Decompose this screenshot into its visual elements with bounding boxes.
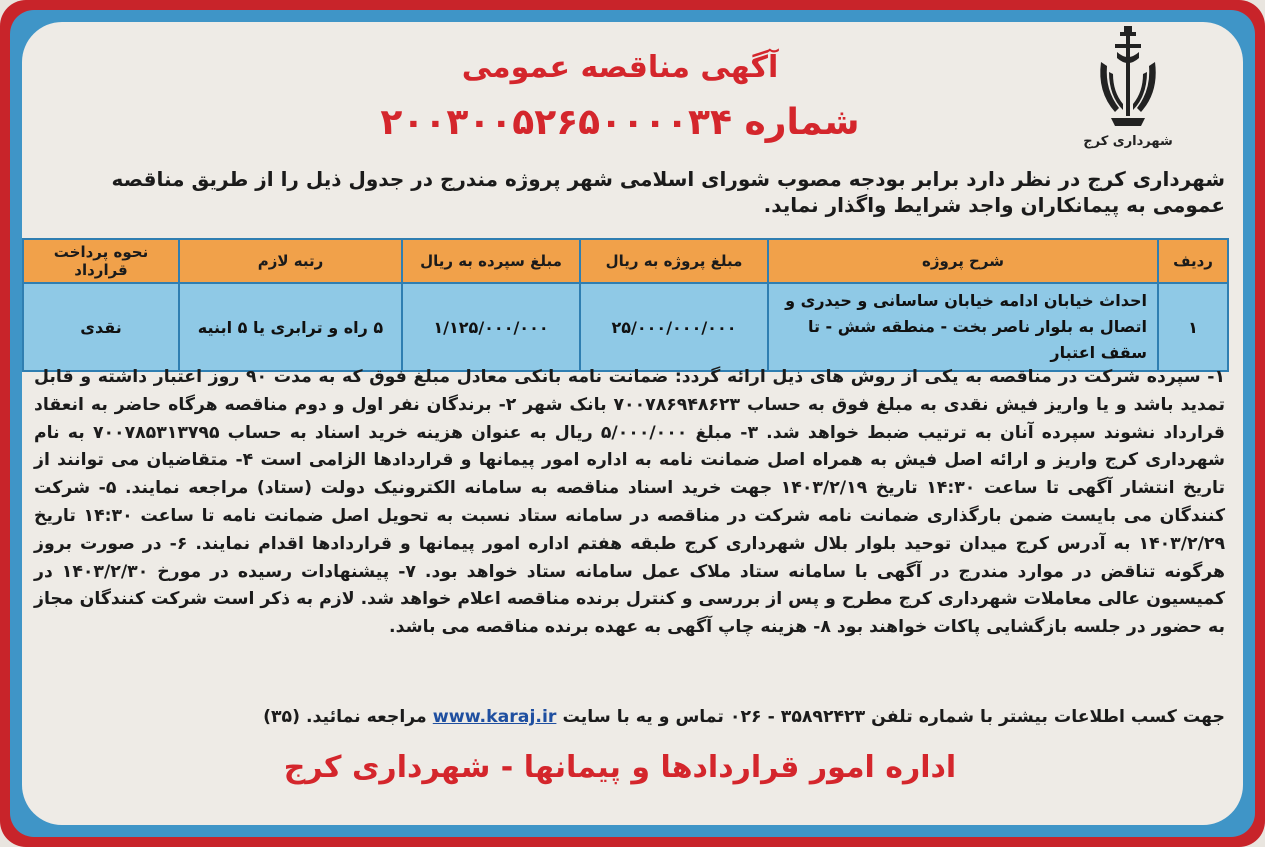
cell-payment: نقدی — [23, 283, 179, 371]
municipality-emblem-icon — [1093, 22, 1163, 132]
logo-caption: شهرداری کرج — [1083, 134, 1173, 149]
intro-paragraph: شهرداری کرج در نظر دارد برابر بودجه مصوب شورای اسلامی شهر پروژه مندرج در جدول ذیل را از طریق مناقصه عمومی به پیمانکاران واجد شرایط واگذار نماید. — [111, 167, 1225, 217]
table-header-row — [23, 239, 1228, 283]
header-deposit-amount: مبلغ سپرده به ریال — [402, 239, 580, 283]
website-link[interactable]: www.karaj.ir — [432, 707, 557, 727]
tender-number: شماره ۲۰۰۳۰۰۵۲۶۵۰۰۰۰۳۴ — [380, 102, 860, 143]
karaj-municipality-logo — [1083, 22, 1173, 162]
advertisement-title: آگهی مناقصه عمومی — [461, 50, 779, 85]
header-project-amount: مبلغ پروژه به ریال — [580, 239, 768, 283]
cell-deposit-amount: ۱/۱۲۵/۰۰۰/۰۰۰ — [402, 283, 580, 371]
cell-project-amount: ۲۵/۰۰۰/۰۰۰/۰۰۰ — [580, 283, 768, 371]
header-payment: نحوه پرداخت قرارداد — [23, 239, 179, 283]
tender-table — [22, 238, 1229, 372]
cell-description: احداث خیابان ادامه خیابان ساسانی و حیدری و اتصال به بلوار ناصر بخت - منطقه شش - تا سقف اعتبار — [768, 283, 1158, 371]
table-row — [23, 283, 1228, 371]
conditions-paragraph: ۱- سپرده شرکت در مناقصه به یکی از روش های ذیل ارائه گردد: ضمانت نامه بانکی معادل مبلغ فوق که به مدت ۹۰ روز اعتبار داشته و قابل تمدید باشد و یا واریز فیش نقدی به مبلغ فوق به حساب ۷۰۰۷۸۶۹۴۸۶۲۳ بانک شهر ۲- برندگان نفر اول و دوم مناقصه هرگاه حاضر به انعقاد قرارداد نشوند سپرده آنان به ترتیب ضبط خواهد شد. ۳- مبلغ ۵/۰۰۰/۰۰۰ ریال به عنوان هزینه خرید اسناد به حساب ۷۰۰۷۸۵۳۱۳۷۹۵ به نام شهرداری کرج واریز و ارائه اصل فیش به همراه اصل ضمانت نامه به اداره امور پیمانها و قراردادها الزامی است ۴- متقاضیان می توانند از تاریخ انتشار آگهی تا ساعت ۱۴:۳۰ تاریخ ۱۴۰۳/۲/۱۹ جهت خرید اسناد مناقصه به سامانه الکترونیک دولت (ستاد) مراجعه نمایند. ۵- شرکت کنندگان می بایست ضمن بارگذاری ضمانت نامه شرکت در مناقصه در سامانه ستاد نسبت به تحویل اصل ضمانت نامه تا ساعت ۱۴:۳۰ تاریخ ۱۴۰۳/۲/۲۹ به آدرس کرج میدان توحید بلوار بلال شهرداری کرج طبقه هفتم اداره امور پیمانها و قراردادها اقدام نمایند. ۶- در صورت بروز هرگونه تناقض در موارد مندرج در آگهی با سامانه ستاد ملاک عمل سامانه ستاد خواهد بود. ۷- پیشنهادات رسیده در مورخ ۱۴۰۳/۲/۳۰ در کمیسیون عالی معاملات شهرداری کرج مطرح و پس از بررسی و کنترل برنده مناقصه اعلام خواهد شد. لازم به ذکر است شرکت کنندگان مجاز به حضور در جلسه بازگشایی پاکات خواهند بود ۸- هزینه چاپ آگهی به عهده برنده مناقصه می باشد. — [34, 367, 1226, 638]
contact-phone-text: جهت کسب اطلاعات بیشتر با شماره تلفن ۳۵۸۹۲۴۲۳ - ۰۲۶ تماس و یه با سایت — [562, 707, 1225, 727]
header-row-number: ردیف — [1158, 239, 1228, 283]
cell-grade: ۵ راه و ترابری یا ۵ ابنیه — [179, 283, 402, 371]
contact-line — [40, 703, 1225, 731]
header-grade: رتبه لازم — [179, 239, 402, 283]
contact-closing-text: مراجعه نمائید. (۳۵) — [263, 707, 427, 727]
header-description: شرح پروژه — [768, 239, 1158, 283]
footer-department: اداره امور قراردادها و پیمانها - شهرداری کرج — [283, 750, 957, 785]
cell-row-number: ۱ — [1158, 283, 1228, 371]
